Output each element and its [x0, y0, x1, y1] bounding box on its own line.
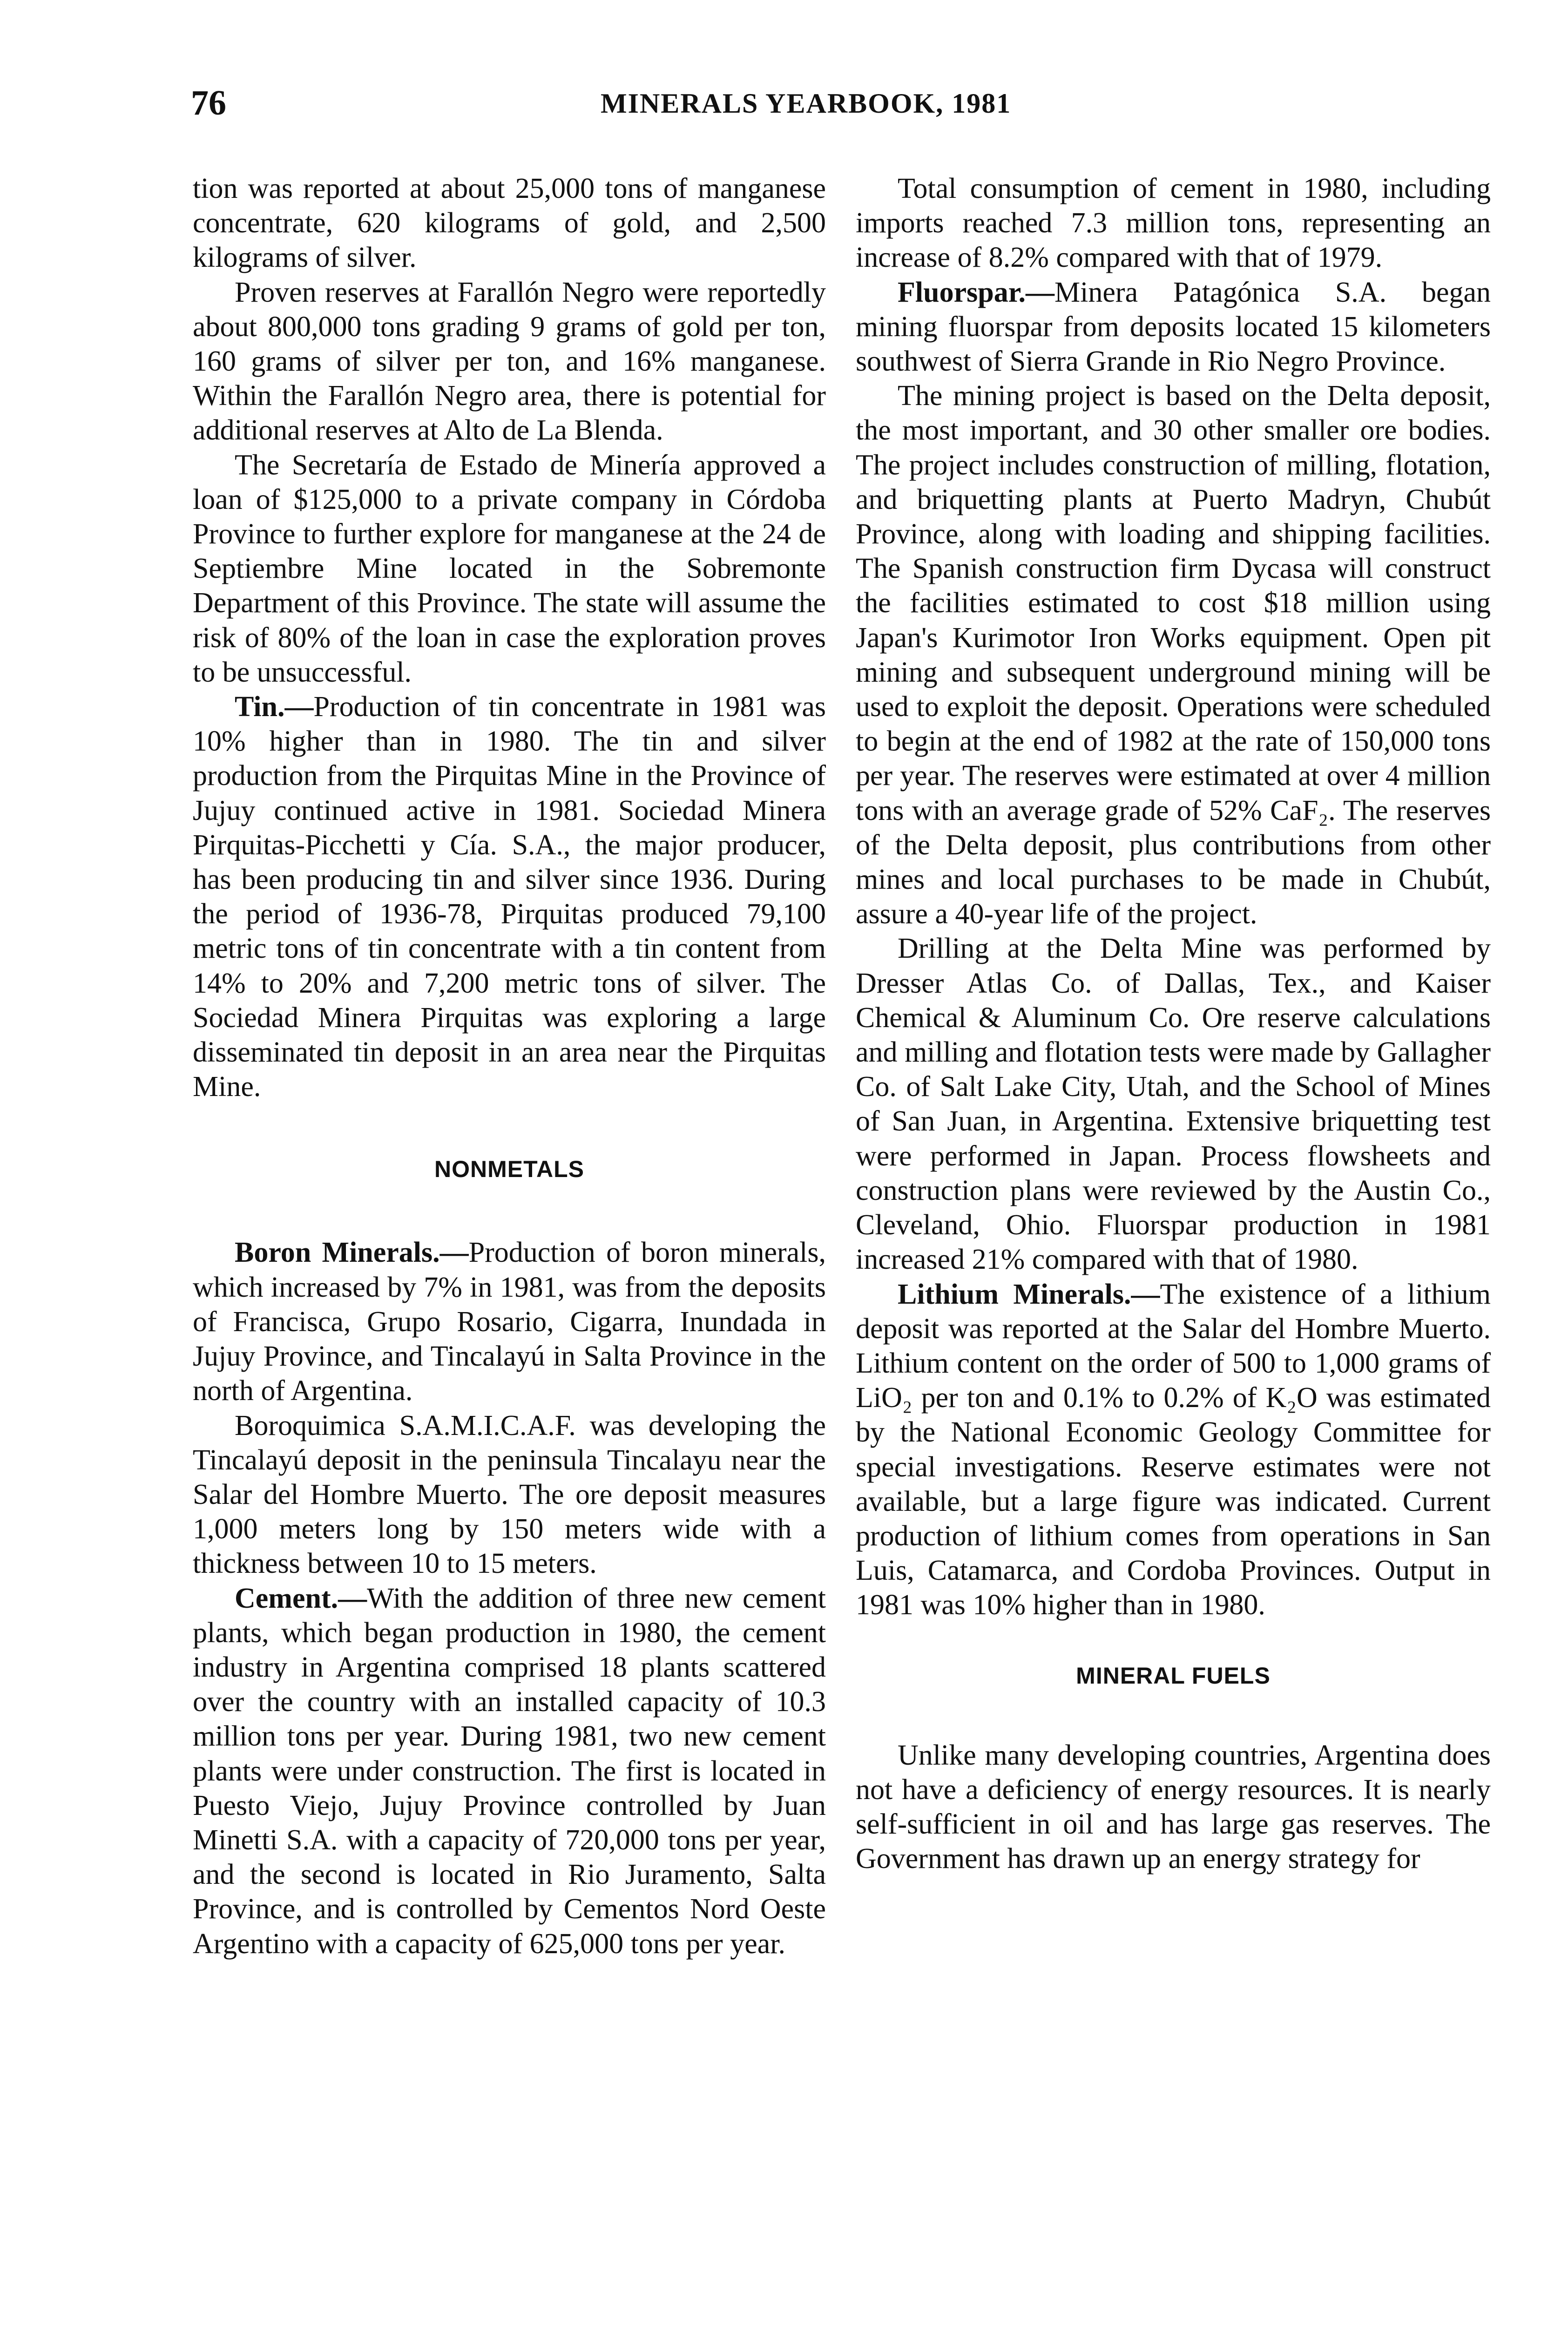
runin-heading-tin: Tin.—: [235, 691, 314, 723]
paragraph-cement-consumption: Total consumption of cement in 1980, including imports reached 7.3 million tons, representing an increase of 8.2% compared with that of 1979.: [856, 173, 1491, 274]
page-header: [191, 83, 1378, 134]
paragraph-farallon-negro-reserves: Proven reserves at Farallón Negro were reportedly about 800,000 tons grading 9 grams of gold per ton, 160 grams of silver per ton, and 16% manganese. Within the Farallón Negro area, there is potential for additional reserves at Alto de La Blenda.: [193, 276, 826, 447]
section-heading-mineral-fuels: MINERAL FUELS: [1076, 1662, 1271, 1689]
paragraph-tin: [193, 690, 826, 1104]
paragraph-lithium-minerals-text: The existence of a lithium deposit was reported at the Salar del Hombre Muerto. Lithium content on the order of 500 to 1,000 grams of LiO₂ per ton and 0.1% to 0.2% of K₂O was estimated by the National Economic Geology Committee for special investigations. Reserve estimates were not available, but a large figure was indicated. Current production of lithium comes from operations in San Luis, Catamarca, and Cordoba Provinces. Output in 1981 was 10% higher than in 1980.: [856, 1278, 1491, 1621]
paragraph-tin-text: Production of tin concentrate in 1981 was 10% higher than in 1980. The tin and silver production from the Pirquitas Mine in the Province of Jujuy continued active in 1981. Sociedad Minera Pirquitas-Picchetti y Cía. S.A., the major producer, has been producing tin and silver since 1936. During the period of 1936-78, Pirquitas produced 79,100 metric tons of tin concentrate with a tin content from 14% to 20% and 7,200 metric tons of silver. The Sociedad Minera Pirquitas was exploring a large disseminated tin deposit in an area near the Pirquitas Mine.: [193, 691, 826, 1103]
runin-heading-boron-minerals: Boron Minerals.—: [235, 1237, 469, 1269]
section-heading-nonmetals: NONMETALS: [434, 1156, 584, 1183]
paragraph-energy-resources: Unlike many developing countries, Argentina does not have a deficiency of energy resources. It is nearly self-sufficient in oil and has large gas reserves. The Government has drawn up an energy strategy for: [856, 1739, 1491, 1875]
left-column: [193, 171, 826, 1961]
paragraph-manganese-production: tion was reported at about 25,000 tons of manganese concentrate, 620 kilograms of gold, and 2,500 kilograms of silver.: [193, 173, 826, 274]
runin-heading-fluorspar: Fluorspar.—: [898, 276, 1055, 308]
paragraph-boron-minerals-text: Production of boron minerals, which increased by 7% in 1981, was from the deposits of Francisca, Grupo Rosario, Cigarra, Inundada in Jujuy Province, and Tincalayú in Salta Province in the north of Argentina.: [193, 1237, 826, 1407]
paragraph-boroquimica: Boroquimica S.A.M.I.C.A.F. was developing the Tincalayú deposit in the peninsula Tincalayu near the Salar del Hombre Muerto. The ore deposit measures 1,000 meters long by 150 meters wide with a thickness between 10 to 15 meters.: [193, 1409, 826, 1580]
paragraph-delta-mining-project: The mining project is based on the Delta deposit, the most important, and 30 other smaller ore bodies. The project includes construction of milling, flotation, and briquetting plants at Puerto Madryn, Chubút Province, along with loading and shipping facilities. The Spanish construction firm Dycasa will construct the facilities estimated to cost $18 million using Japan's Kurimotor Iron Works equipment. Open pit mining and subsequent underground mining will be used to exploit the deposit. Operations were scheduled to begin at the end of 1982 at the rate of 150,000 tons per year. The reserves were estimated at over 4 million tons with an average grade of 52% CaF₂. The reserves of the Delta deposit, plus contributions from other mines and local purchases to be made in Chubút, assure a 40-year life of the project.: [856, 380, 1491, 930]
runin-heading-lithium-minerals: Lithium Minerals.—: [898, 1278, 1160, 1310]
runin-heading-cement: Cement.—: [235, 1582, 367, 1614]
page-number: 76: [191, 83, 226, 122]
paragraph-cement-text: With the addition of three new cement plants, which began production in 1980, the cement industry in Argentina comprised 18 plants scattered over the country with an installed capacity of 10.3 million tons per year. During 1981, two new cement plants were under construction. The first is located in Puesto Viejo, Jujuy Province controlled by Juan Minetti S.A. with a capacity of 720,000 tons per year, and the second is located in Rio Juramento, Salta Province, and is controlled by Cementos Nord Oeste Argentino with a capacity of 625,000 tons per year.: [193, 1582, 826, 1960]
paragraph-fluorspar: [856, 275, 1491, 379]
paragraph-lithium-minerals: [856, 1277, 1491, 1623]
paragraph-fluorspar-text: Minera Patagónica S.A. began mining fluorspar from deposits located 15 kilometers southwest of Sierra Grande in Rio Negro Province.: [856, 276, 1491, 378]
right-column: [856, 171, 1491, 1876]
running-title: MINERALS YEARBOOK, 1981: [601, 88, 1012, 119]
paragraph-cement: [193, 1581, 826, 1961]
paragraph-delta-drilling: Drilling at the Delta Mine was performed by Dresser Atlas Co. of Dallas, Tex., and Kaiser Chemical & Aluminum Co. Ore reserve calculations and milling and flotation tests were made by Gallagher Co. of Salt Lake City, Utah, and the School of Mines of San Juan, in Argentina. Extensive briquetting test were performed in Japan. Process flowsheets and construction plans were reviewed by the Austin Co., Cleveland, Ohio. Fluorspar production in 1981 increased 21% compared with that of 1980.: [856, 933, 1491, 1276]
paragraph-secretaria-loan: The Secretaría de Estado de Minería approved a loan of $125,000 to a private company in Córdoba Province to further explore for manganese at the 24 de Septiembre Mine located in the Sobremonte Department of this Province. The state will assume the risk of 80% of the loan in case the exploration proves to be unsuccessful.: [193, 449, 826, 688]
paragraph-boron-minerals: [193, 1235, 826, 1408]
